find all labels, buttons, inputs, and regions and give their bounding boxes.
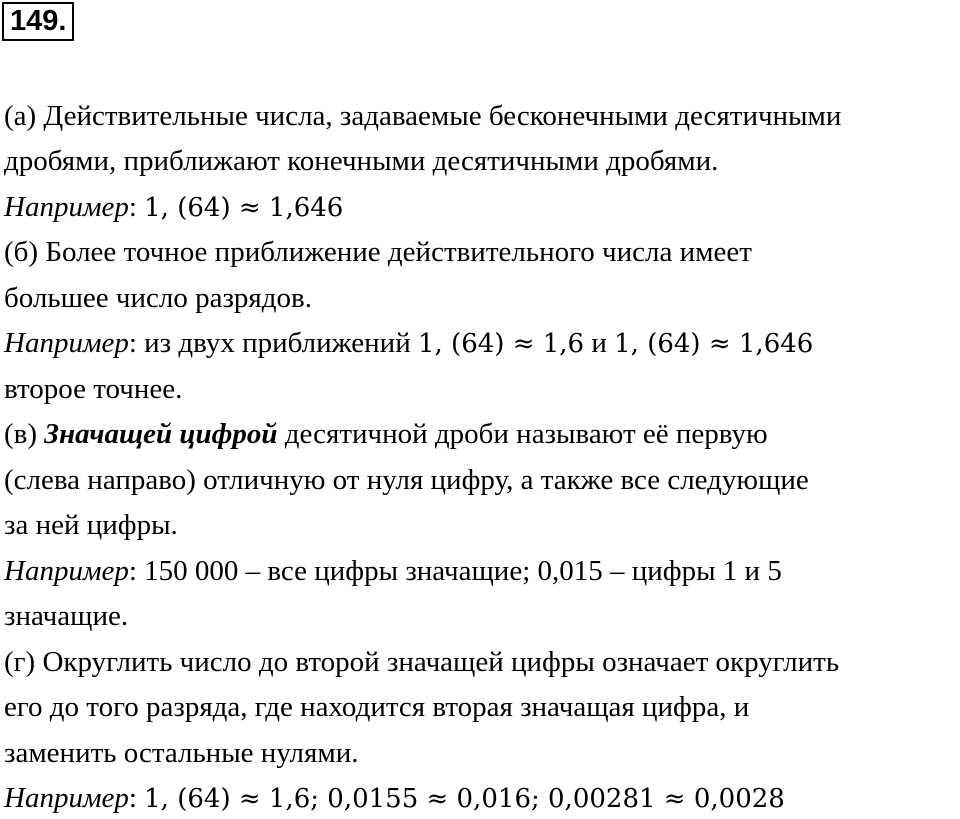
item-b-line-1: (б) Более точное приближение действительного числа имеет [4,236,752,268]
item-c-line-1 [4,416,768,452]
item-a-line-1: (а) Действительные числа, задаваемые бесконечными десятичными [4,100,842,132]
example-label: Например [4,782,129,814]
item-d-example: Например: 1, (64) ≈ 1,6; 0,0155 ≈ 0,016; 0,00281 ≈ 0,0028 [4,782,785,814]
item-c-example: Например: 150 000 – все цифры значащие; 0,015 – цифры 1 и 5 [4,555,782,587]
example-text: из двух приближений [144,327,411,359]
item-b-example: Например: из двух приближений 1, (64) ≈ 1,6 и 1, (64) ≈ 1,646 [4,327,814,359]
example-text: и [591,327,607,359]
item-c-line-2: (слева направо) отличную от нуля цифру, а также все следующие [4,464,809,496]
item-b-line-2: большее число разрядов. [4,282,312,314]
item-c-line-3: за ней цифры. [4,509,178,541]
example-label: Например [4,555,129,587]
item-a-example: Например: 1, (64) ≈ 1,646 [4,191,344,223]
math-expression: 1, (64) ≈ 1,646 [144,193,344,223]
item-d-line-2: его до того разряда, где находится вторая значащая цифра, и [4,691,750,723]
item-a-line-2: дробями, приближают конечными десятичными дробями. [4,145,719,177]
item-d-line-3: заменить остальные нулями. [4,737,359,769]
item-d-line-1: (г) Округлить число до второй значащей цифры означает округлить [4,646,840,678]
math-expression: 1, (64) ≈ 1,6 [417,329,585,359]
item-c-line-1-rest: десятичной дроби называют её первую [284,418,768,450]
item-c-prefix: (в) [4,418,38,450]
example-label: Например [4,327,129,359]
defined-term: Значащей цифрой [44,418,278,450]
example-text: 150 000 – все цифры значащие; 0,015 – цифры 1 и 5 [144,555,782,587]
example-label: Например [4,191,129,223]
math-expression: 1, (64) ≈ 1,6; 0,0155 ≈ 0,016; 0,00281 ≈ 0,0028 [144,784,785,814]
math-expression: 1, (64) ≈ 1,646 [614,329,814,359]
item-c-example-line-2: значащие. [4,600,129,632]
item-b-line-after: второе точнее. [4,373,183,405]
exercise-number: 149. [2,2,74,41]
